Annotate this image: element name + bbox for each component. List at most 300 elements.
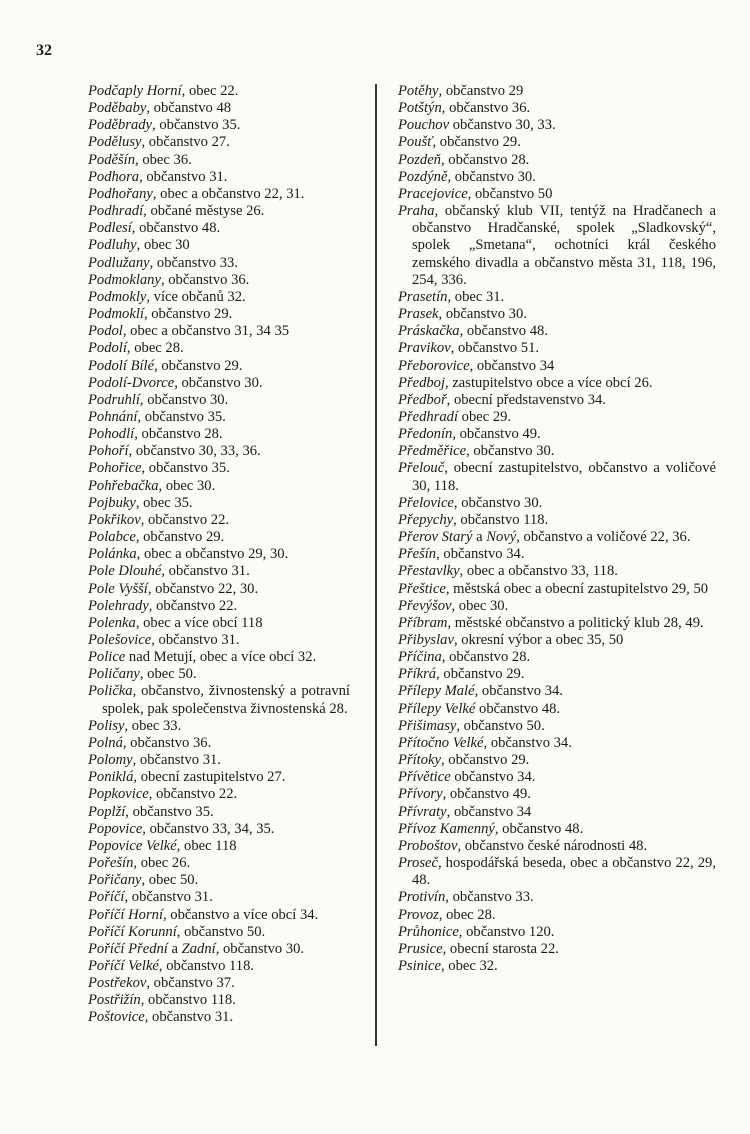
place-name: Nový (486, 529, 517, 546)
entry-text: , občanstvo 29. (143, 306, 233, 323)
index-entry (398, 546, 716, 563)
index-entry (88, 358, 350, 375)
place-name: Potěhy (398, 83, 439, 99)
entry-text: , občanstvo 22, 30. (147, 580, 259, 597)
place-name: Psinice (398, 957, 441, 974)
entry-text: , občanstvo 34 (469, 357, 555, 374)
entry-text: , občanstvo 31. (144, 1009, 234, 1026)
index-entry (88, 443, 350, 460)
index-entry (398, 666, 716, 683)
index-entry (398, 563, 716, 580)
place-name: Přeborovice (398, 357, 470, 374)
place-name: Podolí (88, 340, 127, 357)
place-name: Potštýn (398, 100, 442, 117)
entry-text: , občané městyse 26. (143, 203, 265, 220)
entry-text: , občanstvo 50 (467, 185, 553, 202)
place-name: Popkovice (88, 786, 149, 803)
place-name: Přívoz Kamenný (398, 820, 495, 837)
entry-text: , obec 26. (133, 855, 191, 872)
entry-text: , více občanů 32. (146, 288, 246, 305)
place-name: Podmokly (88, 288, 147, 305)
place-name: Přívětice (398, 769, 451, 786)
place-name: Pouchov (398, 117, 450, 134)
index-entry (88, 546, 350, 563)
place-name: Podčaply Horní (88, 83, 182, 99)
place-name: Polánka (88, 546, 137, 563)
place-name: Pokřikov (88, 511, 141, 528)
entry-text: , občanstvo 33, 34, 35. (142, 820, 275, 837)
place-name: Pole Dlouhé (88, 563, 162, 580)
index-entry (398, 152, 716, 169)
index-column-left (88, 83, 350, 1027)
place-name: Předonín (398, 426, 453, 443)
index-entry (88, 872, 350, 889)
index-entry (88, 134, 350, 151)
entry-text: , občanstvo 30. (174, 374, 263, 391)
entry-text: , občanstvo 31. (161, 563, 250, 580)
index-entry (88, 889, 350, 906)
index-entry (398, 958, 716, 975)
place-name: Pozdýně (398, 168, 448, 185)
place-name: Podmoklany (88, 271, 161, 288)
place-name: Podmoklí (88, 306, 144, 323)
index-entry (88, 392, 350, 409)
entry-text: , obecní představenstvo 34. (446, 391, 606, 408)
entry-text: , obec 30. (451, 597, 509, 614)
place-name: Přítoky (398, 752, 441, 769)
index-entry (398, 649, 716, 666)
place-name: Podruhlí (88, 391, 140, 408)
entry-text: , občanstvo 33. (445, 889, 534, 906)
entry-text: , občanstvo 49. (452, 426, 541, 443)
entry-text: , obec a občanstvo 22, 31. (152, 185, 305, 202)
index-entry (398, 821, 716, 838)
entry-text: , občanstvo 118. (140, 992, 236, 1009)
index-entry (398, 117, 716, 134)
entry-text: , občanstvo 51. (450, 340, 540, 357)
place-name: Přerov Starý (398, 529, 473, 546)
index-entry (88, 220, 350, 237)
entry-text: , městská obec a obecní zastupitelstvo 29, 50 (445, 580, 709, 597)
entry-text: , občanstvo 36. (160, 271, 250, 288)
index-entry (88, 855, 350, 872)
entry-text: , občanstvo 29. (154, 357, 243, 374)
index-entry (88, 478, 350, 495)
entry-text: , občanstvo české národnosti 48. (457, 837, 648, 854)
place-name: Předboj (398, 374, 446, 391)
index-entry (88, 255, 350, 272)
entry-text: , občanstvo 29 (438, 83, 524, 99)
entry-text: , občanstvo 35. (152, 117, 241, 134)
place-name: Polenka (88, 614, 136, 631)
entry-text: , občanstvo 31. (139, 168, 228, 185)
index-entry (88, 272, 350, 289)
place-name: Přibyslav (398, 632, 454, 648)
place-name: Protivín (398, 889, 446, 906)
index-entry (398, 718, 716, 735)
entry-text: , občanstvo 30. (438, 306, 527, 323)
place-name: Podhora (88, 168, 140, 185)
index-entry (398, 598, 716, 615)
entry-text: , občanstvo 28. (440, 151, 530, 168)
entry-text: , občanstvo 22. (148, 597, 238, 614)
entry-text: , obec 50. (141, 872, 199, 889)
place-name: Přeštice (398, 580, 446, 597)
index-entry (398, 529, 716, 546)
index-entry (398, 581, 716, 598)
index-entry (88, 786, 350, 803)
place-name: Předměřice (398, 443, 467, 460)
place-name: Podělusy (88, 134, 142, 151)
place-name: Příčina (398, 649, 442, 666)
entry-text: , občanstvo 48. (494, 820, 584, 837)
place-name: Pozdeň (398, 151, 441, 168)
index-entry (88, 735, 350, 752)
place-name: Prusice (398, 940, 443, 957)
index-entry (88, 941, 350, 958)
index-entry (398, 701, 716, 718)
place-name: Podolí Bílé (88, 357, 155, 374)
entry-text: , obec a občanstvo 33, 118. (459, 563, 618, 580)
place-name: Provoz (398, 906, 439, 923)
entry-text: , občanstvo 49. (442, 786, 531, 803)
index-entry (88, 598, 350, 615)
place-name: Přepychy (398, 511, 454, 528)
entry-text: , obec a občanstvo 31, 34 35 (122, 323, 290, 340)
place-name: Police (88, 649, 126, 666)
entry-text: , občanstvo 30. (447, 168, 536, 185)
place-name: Podhradí (88, 203, 144, 220)
place-name: Poplží (88, 803, 126, 820)
place-name: Zadní (181, 940, 216, 957)
place-name: Pořešín (88, 855, 134, 872)
index-entry (88, 975, 350, 992)
index-entry (398, 426, 716, 443)
index-entry (88, 804, 350, 821)
index-entry (88, 100, 350, 117)
place-name: Poniklá (88, 769, 134, 786)
index-column-right (398, 83, 716, 975)
place-name: Pracejovice (398, 185, 468, 202)
index-entry (398, 786, 716, 803)
entry-text: , občanstvo 29. (436, 666, 525, 683)
entry-text: , obec 30. (158, 477, 216, 494)
entry-text: , občanstvo 35. (125, 803, 214, 820)
index-entry (398, 83, 716, 100)
place-name: Polomy (88, 752, 133, 769)
index-entry (88, 340, 350, 357)
place-name: Pohoří (88, 443, 129, 460)
index-entry (398, 855, 716, 889)
entry-text: , občanstvo 31. (151, 632, 240, 648)
entry-text: , občanstvo a více obcí 34. (163, 906, 319, 923)
place-name: Přítočno Velké (398, 734, 484, 751)
index-entry (398, 358, 716, 375)
index-entry (398, 495, 716, 512)
place-name: Pole Vyšší (88, 580, 148, 597)
entry-text: a (472, 529, 487, 546)
place-name: Podhořany (88, 185, 153, 202)
index-entry (88, 924, 350, 941)
entry-text: , občanstvo 31. (124, 889, 213, 906)
index-entry (88, 632, 350, 649)
entry-text: , obec 32. (440, 957, 498, 974)
entry-text: , občanstvo 50. (176, 923, 266, 940)
index-entry (88, 512, 350, 529)
place-name: Poštovice (88, 1009, 145, 1026)
entry-text: , občanstvo 31. (132, 752, 221, 769)
entry-text: , občanstvo 37. (146, 975, 235, 992)
place-name: Prasetín (398, 288, 448, 305)
place-name: Polná (88, 734, 123, 751)
index-entry (88, 237, 350, 254)
entry-text: , občanský klub VII, tentýž na Hradčanech a občanstvo Hradčanské, spolek „Sladkovský“, spolek „Smetana“, ochotníci král českého zemského divadla a občanstvo města 31, 118, 196, 254, 336. (412, 203, 716, 288)
place-name: Poříčí Přední (88, 940, 168, 957)
place-name: Popovice Velké (88, 837, 177, 854)
index-entry (398, 889, 716, 906)
index-entry (398, 924, 716, 941)
index-entry (398, 683, 716, 700)
entry-text: , občanstvo 35. (141, 460, 230, 477)
place-name: Podolí-Dvorce (88, 374, 175, 391)
index-entry (88, 907, 350, 924)
entry-text: , obec 35. (135, 494, 193, 511)
entry-text: , občanstvo 48. (459, 323, 548, 340)
place-name: Poříčí (88, 889, 125, 906)
entry-text: , občanstvo 29. (440, 752, 530, 769)
index-entry (398, 907, 716, 924)
entry-text: , občanstvo 22. (148, 786, 238, 803)
entry-text: , občanstvo 48 (146, 100, 232, 117)
index-entry (398, 632, 716, 649)
index-entry (398, 769, 716, 786)
entry-text: , obec a více obcí 118 (135, 614, 263, 631)
entry-text: , hospodářská beseda, obec a občanstvo 22, 29, 48. (412, 855, 716, 889)
index-entry (398, 169, 716, 186)
place-name: Předboř (398, 391, 447, 408)
place-name: Poříčí Horní (88, 906, 163, 923)
place-name: Přílepy Malé (398, 683, 475, 700)
entry-text: , občanstvo 36. (441, 100, 531, 117)
place-name: Pohodlí (88, 426, 135, 443)
place-name: Přišimasy (398, 717, 457, 734)
index-entry (398, 460, 716, 494)
index-entry (88, 83, 350, 100)
index-entry (398, 323, 716, 340)
place-name: Příkrá (398, 666, 437, 683)
place-name: Příbram (398, 614, 448, 631)
entry-text: , obec a občanstvo 29, 30. (136, 546, 289, 563)
index-entry (398, 512, 716, 529)
index-entry (88, 426, 350, 443)
place-name: Pojbuky (88, 494, 136, 511)
entry-text: , občanstvo 35. (137, 408, 226, 425)
place-name: Poříčí Velké (88, 957, 159, 974)
entry-text: , městské občanstvo a politický klub 28, 49. (447, 614, 704, 631)
entry-text: , obec 31. (447, 288, 505, 305)
entry-text: , obec 28. (126, 340, 184, 357)
index-entry (88, 169, 350, 186)
index-entry (398, 941, 716, 958)
entry-text: , občanstvo 34. (483, 734, 572, 751)
index-entry (88, 203, 350, 220)
index-entry (398, 392, 716, 409)
index-entry (88, 563, 350, 580)
place-name: Podlužany (88, 254, 150, 271)
index-entry (398, 100, 716, 117)
entry-text: nad Metují, obec a více obcí 32. (125, 649, 317, 666)
place-name: Poděšín (88, 151, 136, 168)
place-name: Pořičany (88, 872, 142, 889)
place-name: Přelouč (398, 460, 445, 477)
index-entry (88, 615, 350, 632)
index-entry (88, 649, 350, 666)
index-entry (398, 615, 716, 632)
entry-text: , obec 28. (438, 906, 496, 923)
index-entry (398, 838, 716, 855)
entry-text: , občanstvo 29. (432, 134, 521, 151)
place-name: Proboštov (398, 837, 458, 854)
place-name: Průhonice (398, 923, 459, 940)
index-entry (398, 804, 716, 821)
entry-text: , občanstvo 28. (441, 649, 531, 666)
page-number: 32 (36, 42, 52, 59)
place-name: Podlesí (88, 220, 132, 237)
place-name: Pravikov (398, 340, 451, 357)
place-name: Praha (398, 203, 435, 220)
entry-text: , občanstvo 30. (215, 940, 305, 957)
entry-text: , obec 36. (135, 151, 192, 168)
index-entry (88, 117, 350, 134)
place-name: Přívraty (398, 803, 447, 820)
entry-text: , občanstvo 22. (140, 511, 230, 528)
index-entry (398, 289, 716, 306)
entry-text: , občanstvo 34. (474, 683, 563, 700)
place-name: Poličany (88, 666, 140, 683)
place-name: Poděbrady (88, 117, 153, 134)
entry-text: a (167, 940, 182, 957)
index-entry (398, 186, 716, 203)
entry-text: , obec 50. (139, 666, 197, 683)
entry-text: , občanstvo 30. (453, 494, 543, 511)
entry-text: , obec 33. (124, 717, 182, 734)
place-name: Popovice (88, 820, 143, 837)
index-entry (398, 409, 716, 426)
index-entry (398, 375, 716, 392)
index-entry (88, 1009, 350, 1026)
place-name: Polička (88, 683, 133, 700)
index-entry (88, 958, 350, 975)
index-entry (398, 752, 716, 769)
entry-text: , občanstvo 30. (466, 443, 555, 460)
entry-text: , občanstvo 50. (456, 717, 545, 734)
place-name: Polešovice (88, 632, 152, 648)
place-name: Polehrady (88, 597, 149, 614)
entry-text: , občanstvo 36. (122, 734, 212, 751)
entry-text: , občanstvo 48. (131, 220, 221, 237)
place-name: Podluhy (88, 237, 137, 254)
place-name: Proseč (398, 855, 438, 872)
column-divider (375, 84, 377, 1046)
index-entry (88, 821, 350, 838)
entry-text: , obec 30 (136, 237, 190, 254)
place-name: Postřekov (88, 975, 147, 992)
index-entry (398, 443, 716, 460)
index-entry (88, 769, 350, 786)
index-entry (398, 134, 716, 151)
entry-text: občanstvo 34. (450, 769, 536, 786)
place-name: Pohnání (88, 408, 138, 425)
index-entry (88, 323, 350, 340)
place-name: Pohřebačka (88, 477, 159, 494)
entry-text: , obecní zastupitelstvo, občanstvo a voličové 30, 118. (412, 460, 716, 494)
index-entry (398, 306, 716, 323)
place-name: Polisy (88, 717, 125, 734)
index-entry (88, 992, 350, 1009)
entry-text: , občanstvo, živnostenský a potravní spolek, pak společenstva živnostenská 28. (102, 683, 350, 717)
entry-text: , zastupitelstvo obce a více obcí 26. (445, 374, 653, 391)
entry-text: , občanstvo 30, 33, 36. (128, 443, 261, 460)
entry-text: , obecní zastupitelstvo 27. (133, 769, 286, 786)
entry-text: , občanstvo 120. (458, 923, 555, 940)
entry-text: , občanstvo 29. (135, 529, 225, 546)
index-entry (88, 718, 350, 735)
entry-text: , občanstvo 34 (446, 803, 532, 820)
place-name: Předhradí (398, 408, 458, 425)
place-name: Postřižín (88, 992, 141, 1009)
entry-text: obec 29. (458, 408, 512, 425)
entry-text: , obecní starosta 22. (442, 940, 559, 957)
index-entry (88, 186, 350, 203)
entry-text: , občanstvo 30. (139, 391, 229, 408)
index-entry (88, 581, 350, 598)
entry-text: , okresní výbor a obec 35, 50 (453, 632, 624, 648)
index-entry (88, 529, 350, 546)
entry-text: , občanstvo 33. (149, 254, 238, 271)
index-entry (398, 340, 716, 357)
place-name: Přestavlky (398, 563, 460, 580)
index-entry (88, 152, 350, 169)
entry-text: , obec 22. (181, 83, 239, 99)
place-name: Prasek (398, 306, 439, 323)
index-entry (88, 495, 350, 512)
place-name: Převýšov (398, 597, 452, 614)
entry-text: , občanstvo 34. (436, 546, 525, 563)
entry-text: občanstvo 30, 33. (449, 117, 556, 134)
index-entry (88, 409, 350, 426)
index-entry (398, 203, 716, 289)
place-name: Přílepy Velké (398, 700, 476, 717)
place-name: Práskačka (398, 323, 460, 340)
index-entry (88, 306, 350, 323)
entry-text: , občanstvo 118. (453, 511, 549, 528)
place-name: Pohořice (88, 460, 142, 477)
place-name: Přešín (398, 546, 437, 563)
entry-text: , občanstvo 27. (141, 134, 230, 151)
place-name: Poušť (398, 134, 433, 151)
entry-text: , obec 118 (176, 837, 237, 854)
index-entry (88, 666, 350, 683)
place-name: Poděbaby (88, 100, 147, 117)
index-entry (88, 375, 350, 392)
index-entry (88, 683, 350, 717)
place-name: Podol (88, 323, 123, 340)
place-name: Polabce (88, 529, 136, 546)
index-entry (398, 735, 716, 752)
index-entry (88, 289, 350, 306)
place-name: Přelovice (398, 494, 454, 511)
entry-text: , občanstvo 118. (158, 957, 255, 974)
